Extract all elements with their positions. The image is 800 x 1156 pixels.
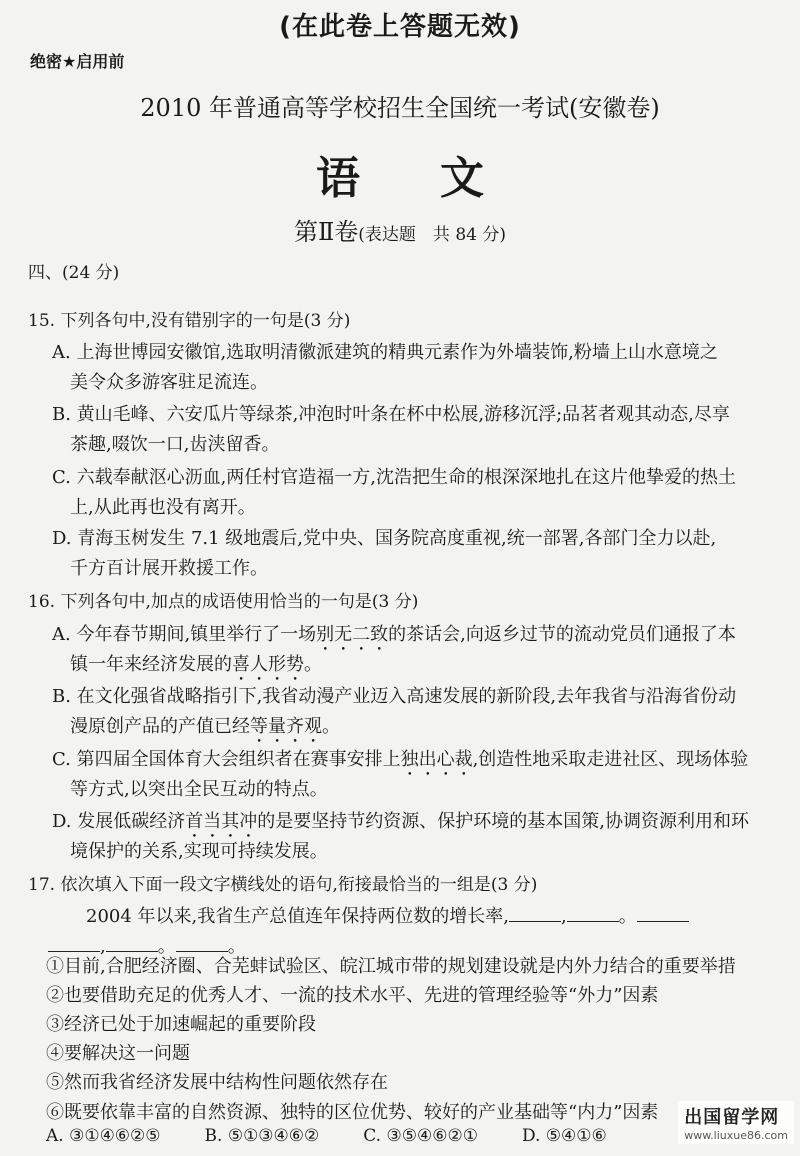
q17-item-4: ④要解决这一问题 xyxy=(46,1043,190,1064)
q16-a1-dotted-idiom: 别无二致 xyxy=(316,624,389,645)
q16-c1-pre: C. 第四届全国体育大会组织者在赛事安排上 xyxy=(52,749,401,770)
q16-option-b-line1: B. 在文化强省战略指引下,我省动漫产业迈入高速发展的新阶段,去年我省与沿海省份动 xyxy=(52,686,737,707)
subject-title: 语文 xyxy=(316,153,564,204)
answer-blank xyxy=(509,905,561,922)
q16-d1-dotted-idiom: 首当其冲 xyxy=(185,811,258,832)
volume-sub: (表达题 共 84 分) xyxy=(358,225,507,245)
q15-option-c-line2: 上,从此再也没有离开。 xyxy=(70,497,256,518)
q16-a2-post: 。 xyxy=(304,654,322,675)
q16-c1-post: ,创造性地采取走进社区、现场体验 xyxy=(472,749,749,770)
exam-title: 2010 年普通高等学校招生全国统一考试(安徽卷) xyxy=(140,94,660,122)
q16-option-b-line2 xyxy=(70,712,340,747)
watermark-name: 出国留学网 xyxy=(684,1107,780,1128)
q17-item-2: ②也要借助充足的优秀人才、一流的技术水平、先进的管理经验等“外力”因素 xyxy=(46,985,659,1006)
section-heading: 四、(24 分) xyxy=(28,263,120,283)
q16-a1-pre: A. 今年春节期间,镇里举行了一场 xyxy=(52,624,317,645)
q17-item-1: ①目前,合肥经济圈、合芜蚌试验区、皖江城市带的规划建设就是内外力结合的重要举措 xyxy=(46,956,736,977)
q16-option-c-line2: 等方式,以突出全民互动的特点。 xyxy=(70,779,328,800)
q17-answer-choices xyxy=(46,1126,746,1146)
period-separator: 。 xyxy=(618,906,637,927)
answer-blank xyxy=(637,905,689,922)
question-15-stem: 15. 下列各句中,没有错别字的一句是(3 分) xyxy=(28,311,351,331)
q15-option-c-line1: C. 六载奉献沤心沥血,两任村官造福一方,沈浩把生命的根深深地扎在这片他挚爱的热土 xyxy=(52,467,737,488)
answer-choice-d: D. ⑤④①⑥ xyxy=(521,1126,607,1146)
q17-item-6: ⑥既要依靠丰富的自然资源、独特的区位优势、较好的产业基础等“内力”因素 xyxy=(46,1102,659,1123)
q16-d1-pre: D. 发展低碳经济 xyxy=(52,811,186,832)
q15-option-a-line2: 美令众多游客驻足流连。 xyxy=(70,372,268,393)
volume-heading xyxy=(0,212,800,247)
q16-b2-pre: 漫原创产品的产值已经 xyxy=(70,716,250,737)
comma-separator: , xyxy=(560,906,567,927)
q15-option-d-line1: D. 青海玉树发生 7.1 级地震后,党中央、国务院高度重视,统一部署,各部门全力以赴, xyxy=(52,528,717,549)
answer-blank xyxy=(176,935,228,952)
period-separator: 。 xyxy=(227,936,246,957)
answer-choice-c: C. ③⑤④⑥②① xyxy=(363,1126,478,1146)
comma-separator: , xyxy=(100,936,106,957)
q16-option-d-line2: 境保护的关系,实现可持续发展。 xyxy=(70,841,328,862)
q16-a1-post: 的茶话会,向返乡过节的流动党员们通报了本 xyxy=(388,624,736,645)
q16-a2-pre: 镇一年来经济发展的 xyxy=(70,654,232,675)
q17-passage-line1 xyxy=(86,902,786,932)
invalid-answer-notice: (在此卷上答题无效) xyxy=(279,12,521,42)
q16-b2-dotted-idiom: 等量齐观 xyxy=(250,716,322,737)
q17-passage-start: 2004 年以来,我省生产总值连年保持两位数的增长率, xyxy=(86,906,509,927)
q16-d1-post: 的是要坚持节约资源、保护环境的基本国策,协调资源利用和环 xyxy=(257,811,749,832)
confidential-label: 绝密★启用前 xyxy=(30,52,125,71)
q16-c1-dotted-idiom: 独出心裁 xyxy=(400,749,473,770)
q17-item-3: ③经济已处于加速崛起的重要阶段 xyxy=(46,1014,316,1035)
site-watermark xyxy=(678,1101,794,1144)
volume-main: 第Ⅱ卷 xyxy=(293,218,359,246)
q16-b2-post: 。 xyxy=(322,716,340,737)
question-16-stem: 16. 下列各句中,加点的成语使用恰当的一句是(3 分) xyxy=(28,592,419,612)
question-17-stem: 17. 依次填入下面一段文字横线处的语句,衔接最恰当的一组是(3 分) xyxy=(28,875,538,895)
answer-choice-a: A. ③①④⑥②⑤ xyxy=(46,1126,161,1146)
q15-option-a-line1: A. 上海世博园安徽馆,选取明清徽派建筑的精典元素作为外墙装饰,粉墙上山水意境之 xyxy=(52,342,718,363)
q15-option-b-line1: B. 黄山毛峰、六安瓜片等绿茶,冲泡时叶条在杯中松展,游移沉浮;品茗者观其动态,尽享 xyxy=(52,404,730,425)
q15-option-b-line2: 茶趣,啜饮一口,齿浃留香。 xyxy=(70,434,280,455)
answer-blank xyxy=(567,905,619,922)
q16-option-a-line2 xyxy=(70,650,322,685)
answer-blank xyxy=(106,935,158,952)
q16-a2-dotted-idiom: 喜人形势 xyxy=(232,654,304,675)
watermark-url: www.liuxue86.com xyxy=(684,1129,788,1142)
answer-choice-b: B. ⑤①③④⑥② xyxy=(204,1126,320,1146)
period-separator: 。 xyxy=(157,936,176,957)
q17-item-5: ⑤然而我省经济发展中结构性问题依然存在 xyxy=(46,1072,388,1093)
answer-blank xyxy=(48,935,100,952)
q15-option-d-line2: 千方百计展开救援工作。 xyxy=(70,558,268,579)
